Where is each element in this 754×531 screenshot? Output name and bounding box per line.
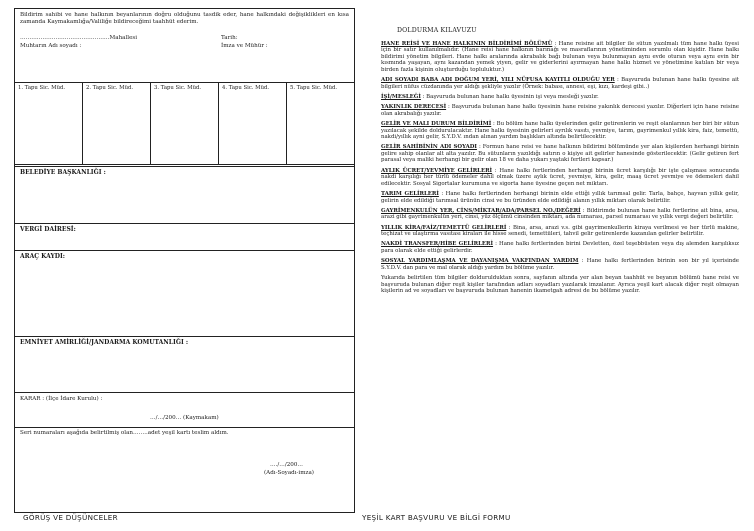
guide-panel <box>381 28 739 513</box>
guide-paragraphs <box>381 41 739 295</box>
guide-paragraph-text: : Formun hane reisi ve hane halkının bildirimi bölümünde yer alan kişilerden herhangi birinin gelire sahip olanlar alt alta yazılır. Bu sütunların yazıldığı satırın o kişiye ait gelirler hanesinde gösterilecektir. (Gelir getiren fert parasal veya maliki herhangi bir gelir olan 18 ve daha yukarı yaştaki fertleri kapsar.) <box>381 144 739 164</box>
guide-paragraph-text: : Başvuruda bulunan hane halkı üyesine ait bilgileri nüfus cüzdanında yer aldığı şekliyle yazılır (Örnek: babası, annesi, eşi, kızı, kardeşi gibi..) <box>381 77 739 90</box>
guide-paragraph <box>381 168 739 188</box>
emniyet-section: EMNİYET AMİRLİĞİ/JANDARMA KOMUTANLIĞI : <box>15 336 354 348</box>
guide-paragraph-text: Yukarıda belirtilen tüm bilgiler doldurulduktan sonra, sayfanın altında yer alan beyan taahhüt ve beyanın bölümü hane reisi ve başvuruda bulunan diğer reşit kişiler tarafından adları soyadları yazılarak imzalanır. Ayrıca yeşil kart alacak diğer reşit olmayan kişilerin ad ve soyadları ve başvuruda bulunan hanenin ikametgah adresi de bu bölüme yazılır. <box>381 274 739 295</box>
karar-label: KARAR : (İlçe İdare Kurulu) : <box>20 396 103 402</box>
guide-paragraph <box>381 104 739 117</box>
guide-paragraph-heading: GELİR VE MALI DURUM BİLDİRİMİ <box>381 120 492 127</box>
sign-date: …./…/200… <box>270 462 304 468</box>
guide-paragraph <box>381 41 739 74</box>
guide-paragraph <box>381 241 739 254</box>
tarih-label: Tarih: <box>221 35 238 41</box>
declaration-text: Bildirim sahibi ve hane halkının beyanlarının doğru olduğunu tasdik eder, hane halkındaki değişiklikleri en kısa zamanda Kaymakamlığa/Valiliğe bildireceğimi taahhüt ederim. <box>20 12 349 25</box>
left-form-panel <box>14 8 355 513</box>
footer-right-title: YEŞİL KART BAŞVURU VE BİLGİ FORMU <box>362 513 511 522</box>
guide-paragraph-text: : Başvuruda bulunan hane halkı üyesinin hane reisine yakınlık derecesi yazılır. Diğerleri için hane reisine olan akrabalığı yazılır. <box>381 104 739 117</box>
guide-paragraph <box>381 275 739 295</box>
footer-left-title: GÖRÜŞ VE DÜŞÜNCELER <box>23 513 118 522</box>
guide-paragraph <box>381 144 739 164</box>
muhtar-label: Muhtarın Adı soyadı : <box>20 43 82 49</box>
guide-paragraph-heading: TARIM GELİRLERİ <box>381 191 439 198</box>
arac-section: ARAÇ KAYDI: <box>15 250 354 262</box>
seri-text: Seri numaraları aşağıda belirtilmiş olan……..adet yeşil kartı teslim aldım. <box>20 430 229 436</box>
karar-divider <box>15 392 354 393</box>
guide-paragraph-text: : Hane halkı fertlerinden herhangi birinin ücret karşılığı bir işte çalışması sonucunda nakdi karşılığı her türlü ödemeler dahil olmak üzere aylık ücret, yevmiye, kira, gelir, maaş ücret yevmiye ve ödemeleri dahil edilecektir. Sosyal Sigortalar kurumuna ve sigorta hane üyesine geçen net miktarı. <box>381 167 739 187</box>
guide-title: DOLDURMA KILAVUZU <box>397 27 477 34</box>
belediye-section: BELEDİYE BAŞKANLIĞI : <box>15 166 354 178</box>
guide-paragraph <box>381 225 739 238</box>
guide-paragraph-heading: ADI SOYADI BABA ADI DOĞUM YERİ, YILI NÜFUSA KAYITLI OLDUĞU YER <box>381 77 615 84</box>
guide-paragraph <box>381 121 739 141</box>
guide-paragraph-heading: GELİR SAHİBİNİN ADI SOYADI <box>381 144 477 151</box>
guide-paragraph <box>381 191 739 204</box>
guide-paragraph <box>381 208 739 221</box>
mahalle-label: …………………………………………Mahallesi <box>20 35 138 41</box>
guide-paragraph-heading: HANE REİSİ VE HANE HALKININ BİLDİRİMİ BÖLÜMÜ <box>381 40 553 47</box>
tapu-col-2: 2. Tapu Sic. Müd. <box>83 83 151 164</box>
guide-paragraph-text: : Bina, arsa, arazi v.s. gibi gayrimenkullerin kiraya verilmesi ve her türlü makine, teçhizat ve ulaştırma vasıtası kiraları ile hisse senedi, temettüleri, tahvil gelir getirenlerde kazanılan gelirler belirtilir. <box>381 224 739 238</box>
guide-paragraph-text: : Hane halkı fertlerinden birini Devletten, özel teşebbüsten veya dış alemden karşılıksız para olarak elde ettiği gelirlerdir. <box>381 241 739 254</box>
karar-date: …/…/200… (Kaymakam) <box>150 415 219 421</box>
tapu-col-4: 4. Tapu Sic. Müd. <box>219 83 287 164</box>
seri-divider <box>15 427 354 428</box>
guide-paragraph-text: : Hane halkı fertlerinden birinin son bir yıl içerisinde S.Y.D.V. dan para ve mal olarak aldığı yardım bu bölüme yazılır. <box>381 258 739 271</box>
guide-paragraph-text: : Başvuruda bulunan hane halkı üyesinin işi veya mesleği yazılır. <box>420 93 599 100</box>
guide-paragraph-text: : Bildirimde bulunan hane halkı fertlerine ait bina, arsa, arazi gibi gayrimenkulün yeri, cinsi, yüz ölçümü cinsinden miktarı, ada numarası, parsel numarası ve yıllık vergi değeri belirtilir. <box>381 207 740 221</box>
guide-paragraph <box>381 94 739 101</box>
guide-paragraph-text: : Hane reisine ait bilgiler ile sütun yazılmalı tüm hane halkı üyesi için bir satır kullanılmalıdır. (Hane reisi hane halkının barınağı ve masraflarının yönetiminden sorumlu olan kişidir. Hane halkı bildirimi yönetim bilgileri. Hane halkı aralarında akrabalık bağı bulunan veya bulunmayan aynı evde oturan veya aynı evin bir kısmında yaşayan, aynı kazandan yemek yiyen, gelir ve giderlerini ayırmayan hane halkı hizmet ve yönetimine katılan bir veya birden fazla kişinin oluşturduğu topluluktur.) <box>381 40 739 73</box>
guide-paragraph-text: : Bu bölüm hane halkı üyelerinden gelir getirenlerin ve reşit olanlarının her biri bir sütun yazılacak şekilde doldurulacaktır. Hane halkı üyesinin gelirleri ayrılık vasıtı, yevmiye, tarım, gayrimenkul yıllık kira, faiz, temettü, nakdi/yıllık ayni gelir, S.Y.D.V. ından alınan yardım başlıkları altında belirtilecektir. <box>381 120 739 141</box>
imza-label: İmza ve Mühür : <box>221 43 268 49</box>
vergi-section: VERGİ DAİRESİ: <box>15 223 354 235</box>
guide-paragraph-heading: YILLIK KİRA/FAİZ/TEMETTÜ GELİRLERİ <box>381 224 507 231</box>
guide-paragraph-heading: AYLIK ÜCRET/YEVMİYE GELİRLERİ <box>381 167 493 174</box>
guide-paragraph-heading: YAKINLIK DERECESİ <box>381 104 447 111</box>
tapu-col-1: 1. Tapu Sic. Müd. <box>15 83 83 164</box>
tapu-col-5: 5. Tapu Sic. Müd. <box>290 85 338 91</box>
guide-paragraph <box>381 77 739 90</box>
tapu-col-3: 3. Tapu Sic. Müd. <box>151 83 219 164</box>
guide-paragraph-heading: İŞİ/MESLEĞİ <box>381 93 421 100</box>
guide-paragraph-heading: NAKDİ TRANSFER/HİBE GELİRLERİ <box>381 241 494 248</box>
guide-paragraph <box>381 258 739 271</box>
tapu-columns <box>15 82 354 165</box>
guide-paragraph-heading: SOSYAL YARDIMLAŞMA VE DAYANIŞMA VAKFINDAN YARDIM <box>381 258 579 265</box>
guide-paragraph-heading: GAYRİMENKULÜN YER, CİNS/MİKTAR/ADA/PARSEL NO./DEĞERİ <box>381 207 581 214</box>
sign-label: (Adı-Soyadı-imza) <box>264 470 314 476</box>
guide-paragraph-text: : Hane halkı fertlerinden herhangi birinin elde ettiği yıllık tarımsal gelir. Tarla, bahçe, hayvan yıllık gelir, gelirin elde edildiği tarımsal ürünün cinsi ve bu üründen elde edildiği alanın yıllık miktarı olarak belirtilir. <box>381 191 739 204</box>
